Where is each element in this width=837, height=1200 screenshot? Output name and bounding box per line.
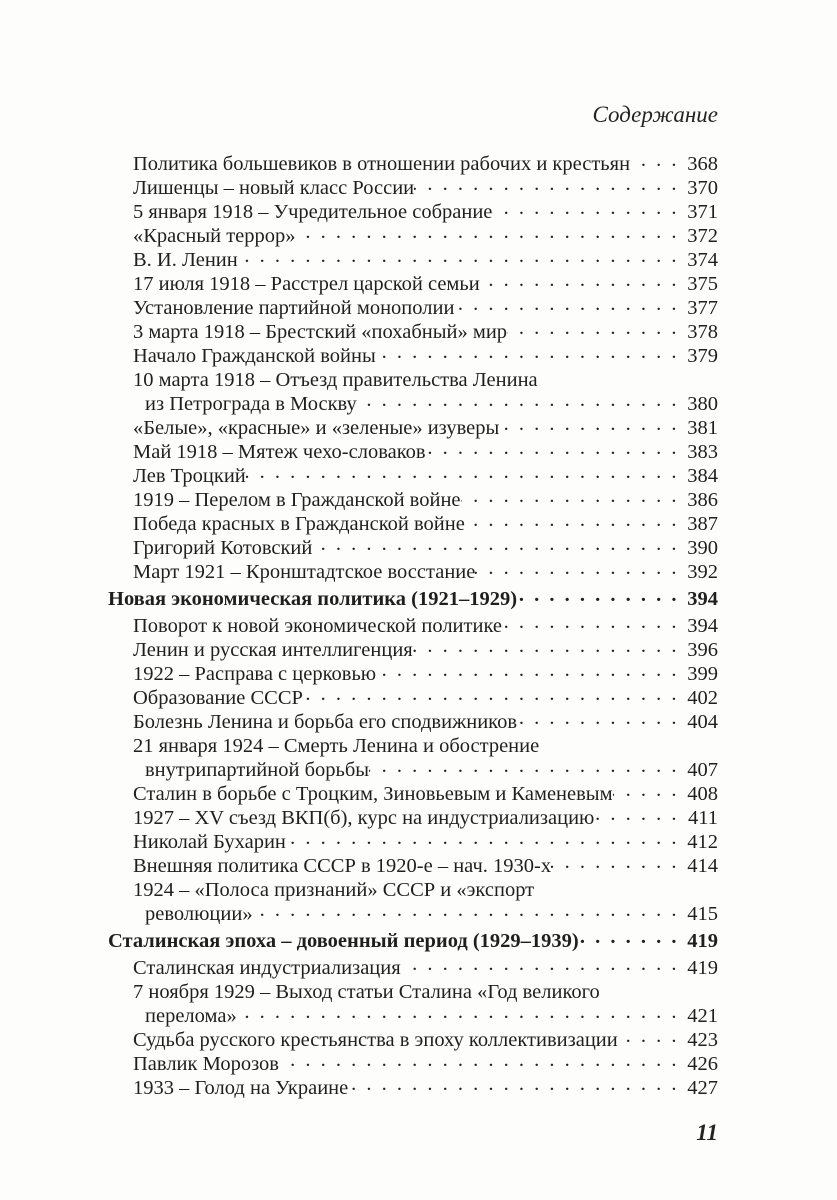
toc-entry xyxy=(108,662,718,686)
toc-entry-title: 17 июля 1918 – Расстрел царской семьи xyxy=(133,273,480,295)
toc-entry-title: Сталин в борьбе с Троцким, Зиновьевым и Каменевым xyxy=(133,783,613,805)
toc-entry-page: 399 xyxy=(687,663,718,685)
toc-entry-title: внутрипартийной борьбы xyxy=(145,759,370,781)
toc-entry xyxy=(108,854,718,878)
toc-leader-dots xyxy=(499,416,684,440)
toc-entry-page: 370 xyxy=(687,177,718,199)
toc-entry-page: 404 xyxy=(687,711,718,733)
toc-entry-title: Март 1921 – Кронштадтское восстание xyxy=(133,561,476,583)
toc-entry-title: Болезнь Ленина и борьба его сподвижников xyxy=(133,711,518,733)
toc-entry-page: 377 xyxy=(687,297,718,319)
toc-entry-title: 5 января 1918 – Учредительное собрание xyxy=(133,201,493,223)
toc-leader-dots xyxy=(238,248,684,272)
toc-entry-page: 374 xyxy=(687,249,718,271)
toc-entry-page: 368 xyxy=(687,153,718,175)
page-number: 11 xyxy=(696,1120,718,1145)
toc-leader-dots xyxy=(303,686,684,710)
toc-entry-title: Лев Троцкий xyxy=(133,465,246,487)
toc-entry-page: 423 xyxy=(687,1029,718,1051)
toc-entry xyxy=(108,686,718,710)
toc-entry-title: Ленин и русская интеллигенция xyxy=(133,639,413,661)
toc-leader-dots xyxy=(296,224,684,248)
toc-entry-title: 10 марта 1918 – Отъезд правительства Ленина xyxy=(133,369,538,391)
toc-entry-title: Начало Гражданской войны xyxy=(133,345,376,367)
toc-leader-dots xyxy=(551,854,684,878)
toc-leader-dots xyxy=(237,1004,684,1028)
toc-entry-continuation xyxy=(108,392,718,416)
toc-entry-page: 407 xyxy=(687,759,718,781)
toc-entry-page: 383 xyxy=(687,441,718,463)
toc-entry-page: 421 xyxy=(687,1005,718,1027)
toc-entry-page: 396 xyxy=(687,639,718,661)
toc-entry-title: из Петрограда в Москву xyxy=(145,393,357,415)
toc-leader-dots xyxy=(613,782,684,806)
toc-entry-title: Лишенцы – новый класс России xyxy=(133,177,415,199)
toc-leader-dots xyxy=(376,662,684,686)
toc-section-header xyxy=(108,587,718,611)
toc-leader-dots xyxy=(517,710,684,734)
toc-entry-title: 1924 – «Полоса признаний» СССР и «экспорт xyxy=(133,879,535,901)
toc-entry xyxy=(108,638,718,662)
toc-leader-dots xyxy=(630,152,684,176)
toc-entry-title: перелома» xyxy=(145,1005,237,1027)
toc-leader-dots xyxy=(413,638,684,662)
toc-entry-page: 412 xyxy=(687,831,718,853)
toc-entry-title: Образование СССР xyxy=(133,687,303,709)
toc-entry xyxy=(108,224,718,248)
running-header: Содержание xyxy=(592,102,718,127)
toc-entry xyxy=(108,464,718,488)
toc-leader-dots xyxy=(246,464,684,488)
toc-entry-page: 372 xyxy=(687,225,718,247)
toc-entry-title: Победа красных в Гражданской войне xyxy=(133,513,465,535)
toc-leader-dots xyxy=(454,296,684,320)
toc-entry-title: 1922 – Расправа с церковью xyxy=(133,663,377,685)
toc-entry xyxy=(108,200,718,224)
toc-entry xyxy=(108,710,718,734)
toc-entry xyxy=(108,440,718,464)
toc-section-header xyxy=(108,929,718,953)
toc-entry-page: 415 xyxy=(687,903,718,925)
toc-entry-title: 3 марта 1918 – Брестский «похабный» мир xyxy=(133,321,508,343)
toc-entry xyxy=(108,560,718,584)
toc-leader-dots xyxy=(579,929,684,953)
toc-leader-dots xyxy=(618,1028,684,1052)
toc-entry-title: «Красный террор» xyxy=(133,225,296,247)
toc-entry xyxy=(108,782,718,806)
toc-entry-title: Май 1918 – Мятеж чехо-словаков xyxy=(133,441,426,463)
toc-entry-page: 379 xyxy=(687,345,718,367)
toc-entry xyxy=(108,734,718,758)
toc-leader-dots xyxy=(475,560,684,584)
toc-leader-dots xyxy=(507,320,684,344)
toc-entry-page: 392 xyxy=(687,561,718,583)
toc-leader-dots xyxy=(312,536,684,560)
toc-entry-title: Политика большевиков в отношении рабочих и крестьян xyxy=(133,153,631,175)
toc-leader-dots xyxy=(348,1076,684,1100)
toc-entry-page: 384 xyxy=(687,465,718,487)
toc-entry xyxy=(108,1052,718,1076)
toc-entry xyxy=(108,152,718,176)
toc-list xyxy=(108,152,718,1100)
toc-entry-title: Судьба русского крестьянства в эпоху коллективизации xyxy=(133,1029,618,1051)
toc-entry xyxy=(108,248,718,272)
toc-entry-page: 381 xyxy=(687,417,718,439)
toc-leader-dots xyxy=(594,806,684,830)
toc-entry-title: Поворот к новой экономической политике xyxy=(133,615,502,637)
toc-entry xyxy=(108,512,718,536)
toc-entry xyxy=(108,320,718,344)
toc-leader-dots xyxy=(279,1052,684,1076)
toc-entry-title: Николай Бухарин xyxy=(133,831,286,853)
toc-entry-title: 1919 – Перелом в Гражданской войне xyxy=(133,489,461,511)
toc-leader-dots xyxy=(253,902,684,926)
toc-leader-dots xyxy=(414,176,684,200)
toc-entry xyxy=(108,830,718,854)
toc-entry xyxy=(108,488,718,512)
toc-leader-dots xyxy=(376,344,684,368)
toc-entry-page: 387 xyxy=(687,513,718,535)
toc-entry-continuation xyxy=(108,1004,718,1028)
toc-entry xyxy=(108,980,718,1004)
toc-entry-page: 394 xyxy=(687,615,718,637)
toc-entry-page: 375 xyxy=(687,273,718,295)
toc-entry-title: Сталинская индустриализация xyxy=(133,957,401,979)
toc-entry-page: 408 xyxy=(687,783,718,805)
toc-entry-title: 1933 – Голод на Украине xyxy=(133,1077,349,1099)
toc-entry-title: Внешняя политика СССР в 1920-е – нач. 1930-х xyxy=(133,855,552,877)
toc-leader-dots xyxy=(502,614,684,638)
toc-leader-dots xyxy=(357,392,684,416)
toc-entry-title: Павлик Морозов xyxy=(133,1053,279,1075)
toc-entry-title: революции» xyxy=(145,903,253,925)
toc-entry-title: 7 ноября 1929 – Выход статьи Сталина «Год великого xyxy=(133,981,600,1003)
toc-entry-page: 414 xyxy=(687,855,718,877)
toc-leader-dots xyxy=(369,758,684,782)
toc-entry-title: «Белые», «красные» и «зеленые» изуверы xyxy=(133,417,500,439)
toc-entry xyxy=(108,1028,718,1052)
toc-leader-dots xyxy=(461,488,684,512)
toc-leader-dots xyxy=(286,830,684,854)
toc-entry-page: 390 xyxy=(687,537,718,559)
toc-entry xyxy=(108,272,718,296)
toc-entry xyxy=(108,368,718,392)
toc-entry xyxy=(108,1076,718,1100)
toc-entry xyxy=(108,806,718,830)
toc-entry-page: 411 xyxy=(688,807,718,829)
toc-entry-title: Новая экономическая политика (1921–1929) xyxy=(108,588,518,610)
toc-entry-page: 426 xyxy=(687,1053,718,1075)
toc-leader-dots xyxy=(426,440,684,464)
toc-entry-page: 386 xyxy=(687,489,718,511)
toc-entry xyxy=(108,536,718,560)
toc-entry-page: 419 xyxy=(687,957,718,979)
toc-entry-page: 378 xyxy=(687,321,718,343)
toc-entry-page: 394 xyxy=(687,588,718,610)
toc-leader-dots xyxy=(492,200,684,224)
toc-entry-page: 402 xyxy=(687,687,718,709)
toc-leader-dots xyxy=(401,956,684,980)
toc-entry-page: 371 xyxy=(687,201,718,223)
toc-entry-continuation xyxy=(108,902,718,926)
toc-entry xyxy=(108,176,718,200)
toc-entry xyxy=(108,878,718,902)
toc-entry-page: 427 xyxy=(687,1077,718,1099)
toc-entry-title: Установление партийной монополии xyxy=(133,297,455,319)
toc-leader-dots xyxy=(517,587,684,611)
toc-entry-page: 419 xyxy=(687,930,718,952)
toc-entry-title: В. И. Ленин xyxy=(133,249,238,271)
toc-entry-title: Сталинская эпоха – довоенный период (1929–1939) xyxy=(108,930,579,952)
toc-entry xyxy=(108,344,718,368)
toc-entry-continuation xyxy=(108,758,718,782)
toc-entry-title: 1927 – XV съезд ВКП(б), курс на индустриализацию xyxy=(133,807,595,829)
toc-entry xyxy=(108,614,718,638)
toc-entry-page: 380 xyxy=(687,393,718,415)
toc-entry xyxy=(108,416,718,440)
toc-entry xyxy=(108,956,718,980)
toc-leader-dots xyxy=(480,272,684,296)
toc-entry xyxy=(108,296,718,320)
toc-entry-title: Григорий Котовский xyxy=(133,537,313,559)
toc-leader-dots xyxy=(465,512,684,536)
toc-entry-title: 21 января 1924 – Смерть Ленина и обострение xyxy=(133,735,540,757)
